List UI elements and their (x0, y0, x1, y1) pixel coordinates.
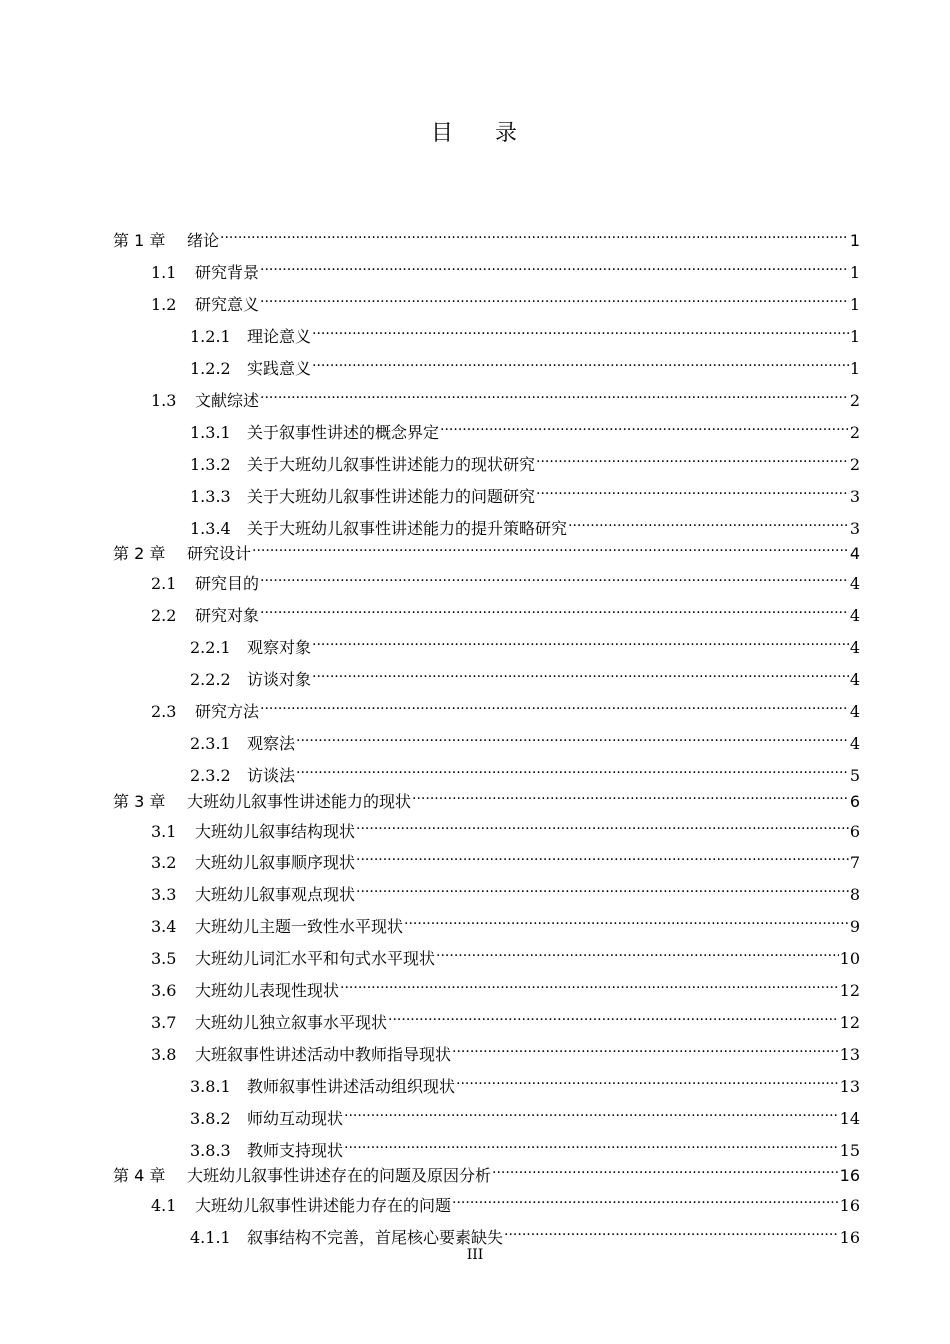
toc-entry-page: 16 (839, 1196, 860, 1215)
toc-entry[interactable] (190, 1219, 860, 1247)
toc-entry-number: 3.8.3 (190, 1141, 231, 1160)
toc-entry-number: 3.5 (151, 949, 177, 968)
toc-entry-number: 4.1 (151, 1196, 177, 1215)
toc-entry-page: 1 (849, 231, 860, 250)
toc-entry[interactable] (113, 1157, 860, 1185)
toc-dot-leader (312, 629, 849, 653)
toc-entry-title: 关于大班幼儿叙事性讲述能力的现状研究 (247, 455, 536, 474)
toc-dot-leader (356, 844, 849, 868)
toc-entry-number: 1.2.2 (190, 359, 231, 378)
toc-entry-title: 大班幼儿叙事性讲述能力存在的问题 (195, 1196, 452, 1215)
toc-entry-page: 4 (849, 670, 860, 689)
toc-entry-number: 3.8.2 (190, 1109, 231, 1128)
toc-entry-page: 2 (849, 391, 860, 410)
toc-entry-title: 大班幼儿叙事观点现状 (195, 885, 356, 904)
toc-entry-number: 2.2.2 (190, 670, 231, 689)
toc-entry-page: 5 (849, 766, 860, 785)
toc-entry-title: 大班幼儿叙事性讲述存在的问题及原因分析 (187, 1166, 492, 1185)
toc-entry-title: 文献综述 (195, 391, 260, 410)
toc-entry[interactable] (190, 510, 860, 538)
toc-dot-leader (260, 565, 849, 589)
toc-entry-title: 绪论 (187, 231, 220, 250)
toc-entry-title: 大班幼儿词汇水平和句式水平现状 (195, 949, 436, 968)
toc-entry[interactable] (190, 629, 860, 657)
toc-entry[interactable] (151, 940, 860, 968)
toc-entry-page: 4 (849, 544, 860, 563)
toc-dot-leader (260, 254, 849, 278)
toc-entry-page: 16 (839, 1166, 860, 1185)
toc-entry-number: 2.3 (151, 702, 177, 721)
toc-entry-title: 研究背景 (195, 263, 260, 282)
toc-entry-page: 4 (849, 702, 860, 721)
toc-entry-page: 1 (849, 263, 860, 282)
toc-entry-number: 第 2 章 (113, 544, 166, 563)
toc-entry[interactable] (190, 446, 860, 474)
toc-dot-leader (412, 783, 849, 807)
toc-entry[interactable] (151, 876, 860, 904)
toc-dot-leader (356, 876, 849, 900)
toc-entry[interactable] (151, 972, 860, 1000)
toc-entry-number: 2.3.2 (190, 766, 231, 785)
toc-entry[interactable] (151, 565, 860, 593)
toc-entry-title: 大班幼儿叙事结构现状 (195, 822, 356, 841)
toc-entry[interactable] (190, 725, 860, 753)
toc-entry[interactable] (190, 318, 860, 346)
toc-dot-leader (296, 757, 849, 781)
toc-entry[interactable] (151, 908, 860, 936)
toc-entry-number: 1.2.1 (190, 327, 231, 346)
toc-dot-leader (344, 1132, 839, 1156)
toc-dot-leader (388, 1004, 839, 1028)
toc-dot-leader (260, 597, 849, 621)
toc-dot-leader (220, 222, 849, 246)
toc-entry[interactable] (113, 222, 860, 250)
toc-dot-leader (252, 535, 849, 559)
toc-entry-page: 2 (849, 423, 860, 442)
toc-entry[interactable] (151, 597, 860, 625)
toc-entry-title: 研究意义 (195, 295, 260, 314)
toc-dot-leader (452, 1036, 839, 1060)
toc-entry-number: 1.3.3 (190, 487, 231, 506)
toc-entry-title: 大班幼儿表现性现状 (195, 981, 340, 1000)
toc-entry-page: 8 (849, 885, 860, 904)
toc-entry-page: 13 (839, 1045, 860, 1064)
toc-dot-leader (456, 1068, 839, 1092)
toc-title (0, 116, 950, 147)
toc-entry-title: 观察法 (247, 734, 296, 753)
toc-entry-page: 6 (849, 822, 860, 841)
toc-entry-number: 2.2 (151, 606, 177, 625)
toc-entry-title: 访谈对象 (247, 670, 312, 689)
toc-entry-title: 理论意义 (247, 327, 312, 346)
toc-dot-leader (568, 510, 849, 534)
toc-dot-leader (440, 414, 849, 438)
toc-entry-page: 3 (849, 519, 860, 538)
toc-entry[interactable] (190, 757, 860, 785)
toc-entry-title: 大班幼儿独立叙事水平现状 (195, 1013, 388, 1032)
toc-entry-title: 研究对象 (195, 606, 260, 625)
toc-title-right: 录 (495, 121, 520, 146)
toc-entry-page: 7 (849, 853, 860, 872)
toc-entry[interactable] (151, 1187, 860, 1215)
toc-entry-page: 15 (839, 1141, 860, 1160)
toc-entry-page: 2 (849, 455, 860, 474)
toc-dot-leader (404, 908, 849, 932)
toc-entry[interactable] (190, 661, 860, 689)
toc-entry[interactable] (190, 478, 860, 506)
toc-entry-title: 叙事结构不完善，首尾核心要素缺失 (247, 1228, 504, 1247)
toc-entry-title: 访谈法 (247, 766, 296, 785)
toc-entry-title: 研究设计 (187, 544, 252, 563)
toc-dot-leader (452, 1187, 839, 1211)
toc-entry-title: 大班叙事性讲述活动中教师指导现状 (195, 1045, 452, 1064)
toc-entry-page: 16 (839, 1228, 860, 1247)
toc-entry-number: 4.1.1 (190, 1228, 231, 1247)
toc-entry-page: 4 (849, 606, 860, 625)
toc-entry-number: 3.7 (151, 1013, 177, 1032)
toc-dot-leader (340, 972, 839, 996)
toc-entry[interactable] (151, 844, 860, 872)
toc-entry-number: 3.3 (151, 885, 177, 904)
toc-entry[interactable] (151, 1036, 860, 1064)
toc-dot-leader (312, 318, 849, 342)
toc-entry-page: 12 (839, 1013, 860, 1032)
toc-entry-title: 大班幼儿主题一致性水平现状 (195, 917, 404, 936)
toc-entry[interactable] (151, 1004, 860, 1032)
toc-entry-number: 3.8 (151, 1045, 177, 1064)
toc-entry[interactable] (190, 1132, 860, 1160)
toc-entry-title: 实践意义 (247, 359, 312, 378)
toc-entry[interactable] (190, 1100, 860, 1128)
toc-dot-leader (312, 350, 849, 374)
toc-entry-number: 3.4 (151, 917, 177, 936)
toc-dot-leader (260, 286, 849, 310)
toc-dot-leader (504, 1219, 839, 1243)
toc-entry-number: 第 3 章 (113, 792, 166, 811)
toc-entry-title: 师幼互动现状 (247, 1109, 344, 1128)
toc-entry-number: 1.1 (151, 263, 177, 282)
toc-dot-leader (436, 940, 839, 964)
toc-entry-page: 1 (849, 295, 860, 314)
toc-entry-number: 1.3.1 (190, 423, 231, 442)
toc-entry-number: 第 1 章 (113, 231, 166, 250)
toc-entry-page: 3 (849, 487, 860, 506)
toc-entry-number: 1.3.4 (190, 519, 231, 538)
toc-entry[interactable] (151, 813, 860, 841)
toc-entry-page: 12 (839, 981, 860, 1000)
toc-entry-page: 4 (849, 638, 860, 657)
toc-entry-title: 大班幼儿叙事顺序现状 (195, 853, 356, 872)
toc-entry[interactable] (151, 382, 860, 410)
toc-entry-number: 2.1 (151, 574, 177, 593)
toc-entry-page: 4 (849, 574, 860, 593)
toc-entry-page: 14 (839, 1109, 860, 1128)
toc-entry-number: 1.2 (151, 295, 177, 314)
toc-dot-leader (536, 478, 849, 502)
toc-entry-page: 6 (849, 792, 860, 811)
toc-entry-number: 3.1 (151, 822, 177, 841)
toc-entry-page: 13 (839, 1077, 860, 1096)
toc-entry[interactable] (190, 1068, 860, 1096)
toc-entry-title: 教师叙事性讲述活动组织现状 (247, 1077, 456, 1096)
toc-entry-title: 研究方法 (195, 702, 260, 721)
toc-entry-title: 研究目的 (195, 574, 260, 593)
toc-entry-number: 1.3 (151, 391, 177, 410)
toc-entry-page: 4 (849, 734, 860, 753)
toc-entry-number: 第 4 章 (113, 1166, 166, 1185)
toc-dot-leader (536, 446, 849, 470)
toc-dot-leader (312, 661, 849, 685)
toc-entry-number: 3.2 (151, 853, 177, 872)
toc-entry-page: 1 (849, 327, 860, 346)
toc-entry-page: 1 (849, 359, 860, 378)
toc-entry-title: 关于叙事性讲述的概念界定 (247, 423, 440, 442)
toc-entry-title: 教师支持现状 (247, 1141, 344, 1160)
toc-dot-leader (260, 382, 849, 406)
toc-dot-leader (260, 693, 849, 717)
toc-dot-leader (356, 813, 849, 837)
toc-entry-title: 关于大班幼儿叙事性讲述能力的问题研究 (247, 487, 536, 506)
toc-entry-page: 9 (849, 917, 860, 936)
toc-entry-title: 观察对象 (247, 638, 312, 657)
toc-entry-page: 10 (839, 949, 860, 968)
toc-entry-title: 关于大班幼儿叙事性讲述能力的提升策略研究 (247, 519, 568, 538)
toc-entry-number: 2.2.1 (190, 638, 231, 657)
toc-dot-leader (296, 725, 849, 749)
toc-entry-number: 1.3.2 (190, 455, 231, 474)
toc-title-left: 目 (430, 121, 455, 146)
toc-entry-number: 3.8.1 (190, 1077, 231, 1096)
toc-entry[interactable] (151, 693, 860, 721)
toc-entry[interactable] (113, 535, 860, 563)
toc-entry[interactable] (151, 286, 860, 314)
toc-entry-number: 2.3.1 (190, 734, 231, 753)
toc-entry[interactable] (190, 350, 860, 378)
toc-entry[interactable] (113, 783, 860, 811)
toc-dot-leader (492, 1157, 839, 1181)
toc-entry-number: 3.6 (151, 981, 177, 1000)
toc-entry[interactable] (190, 414, 860, 442)
toc-entry[interactable] (151, 254, 860, 282)
page-number-footer: III (466, 1247, 484, 1263)
toc-entry-title: 大班幼儿叙事性讲述能力的现状 (187, 792, 412, 811)
toc-dot-leader (344, 1100, 839, 1124)
